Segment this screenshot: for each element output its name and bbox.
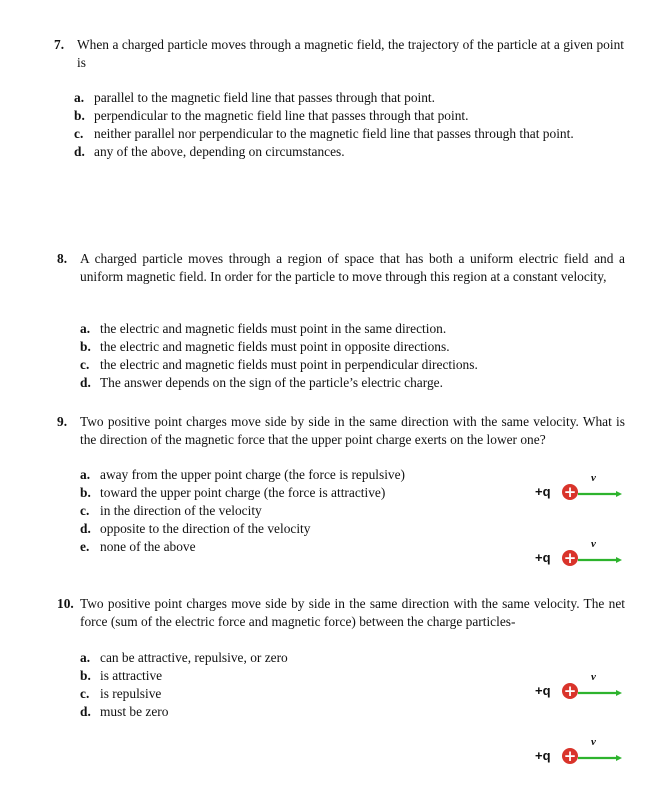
option-text: in the direction of the velocity xyxy=(100,503,262,518)
option-letter: c. xyxy=(80,686,90,701)
question-10 xyxy=(57,595,625,631)
question-10-options xyxy=(80,650,380,730)
option-text: away from the upper point charge (the force is repulsive) xyxy=(100,467,406,482)
option-8a xyxy=(80,321,446,337)
option-9c xyxy=(80,503,262,519)
option-letter: d. xyxy=(80,704,91,719)
question-text: When a charged particle moves through a magnetic field, the trajectory of the particle at a given point is xyxy=(77,37,624,70)
upper-charge-diagram xyxy=(535,671,625,709)
option-10b xyxy=(80,668,162,684)
option-text: opposite to the direction of the velocity xyxy=(100,521,311,536)
question-9-options xyxy=(80,467,480,563)
option-letter: b. xyxy=(80,339,91,354)
option-letter: a. xyxy=(80,321,91,336)
velocity-arrow-icon xyxy=(578,491,622,497)
positive-charge-icon: + xyxy=(563,483,577,501)
question-8-options xyxy=(80,321,620,401)
lower-charge-diagram xyxy=(535,538,625,576)
option-7c xyxy=(74,126,574,142)
option-7a xyxy=(74,90,435,106)
option-letter: d. xyxy=(80,521,91,536)
option-text: none of the above xyxy=(100,539,196,554)
option-text: is attractive xyxy=(100,668,163,683)
option-text: parallel to the magnetic field line that passes through that point. xyxy=(94,90,435,105)
option-text: the electric and magnetic fields must point in opposite directions. xyxy=(100,339,450,354)
velocity-label: v⃗ xyxy=(591,671,605,683)
option-text: can be attractive, repulsive, or zero xyxy=(100,650,288,665)
option-9b xyxy=(80,485,385,501)
velocity-arrow-icon xyxy=(578,690,622,696)
option-text: is repulsive xyxy=(100,686,162,701)
option-7d xyxy=(74,144,345,160)
charge-label: +q xyxy=(535,484,551,499)
velocity-label: v⃗ xyxy=(591,736,605,748)
option-text: toward the upper point charge (the force is attractive) xyxy=(100,485,386,500)
upper-charge-diagram xyxy=(535,472,625,510)
option-letter: c. xyxy=(74,126,84,141)
option-text: must be zero xyxy=(100,704,169,719)
option-letter: a. xyxy=(80,650,91,665)
velocity-label: v⃗ xyxy=(591,538,605,550)
question-number: 8. xyxy=(57,251,68,266)
option-letter: d. xyxy=(74,144,85,159)
question-7-options xyxy=(74,90,634,170)
option-9e xyxy=(80,539,196,555)
option-7b xyxy=(74,108,468,124)
option-text: the electric and magnetic fields must point in perpendicular directions. xyxy=(100,357,478,372)
question-number: 7. xyxy=(54,37,65,52)
positive-charge-icon: + xyxy=(563,747,577,765)
option-letter: a. xyxy=(80,467,91,482)
question-number: 10. xyxy=(57,596,74,611)
question-9 xyxy=(57,413,625,449)
option-8d xyxy=(80,375,443,391)
option-letter: e. xyxy=(80,539,90,554)
option-text: neither parallel nor perpendicular to the magnetic field line that passes through that point. xyxy=(94,126,574,141)
option-text: The answer depends on the sign of the particle’s electric charge. xyxy=(100,375,443,390)
charge-label: +q xyxy=(535,550,551,565)
option-text: any of the above, depending on circumstances. xyxy=(94,144,345,159)
velocity-arrow-icon xyxy=(578,755,622,761)
question-7 xyxy=(54,36,624,72)
velocity-arrow-icon xyxy=(578,557,622,563)
option-10a xyxy=(80,650,288,666)
charge-label: +q xyxy=(535,748,551,763)
option-9d xyxy=(80,521,310,537)
question-text: Two positive point charges move side by side in the same direction with the same velocity. What is the direction of the magnetic force that the upper point charge exerts on the lower one? xyxy=(80,414,625,447)
positive-charge-icon: + xyxy=(563,682,577,700)
positive-charge-icon: + xyxy=(563,549,577,567)
option-letter: c. xyxy=(80,503,90,518)
option-text: perpendicular to the magnetic field line that passes through that point. xyxy=(94,108,469,123)
option-letter: c. xyxy=(80,357,90,372)
question-number: 9. xyxy=(57,414,68,429)
option-8b xyxy=(80,339,450,355)
question-8 xyxy=(57,250,625,286)
question-text: Two positive point charges move side by side in the same direction with the same velocity. The net force (sum of the electric force and magnetic force) between the charge particles- xyxy=(80,596,625,629)
option-letter: b. xyxy=(80,668,91,683)
option-10d xyxy=(80,704,168,720)
option-letter: b. xyxy=(74,108,85,123)
option-text: the electric and magnetic fields must point in the same direction. xyxy=(100,321,447,336)
option-9a xyxy=(80,467,405,483)
option-letter: a. xyxy=(74,90,85,105)
velocity-label: v⃗ xyxy=(591,472,605,484)
question-text: A charged particle moves through a region of space that has both a uniform electric field and a uniform magnetic field. In order for the particle to move through this region at a constant velocity, xyxy=(80,251,625,284)
option-letter: b. xyxy=(80,485,91,500)
option-8c xyxy=(80,357,478,373)
option-letter: d. xyxy=(80,375,91,390)
lower-charge-diagram xyxy=(535,736,625,774)
charge-label: +q xyxy=(535,683,551,698)
option-10c xyxy=(80,686,161,702)
